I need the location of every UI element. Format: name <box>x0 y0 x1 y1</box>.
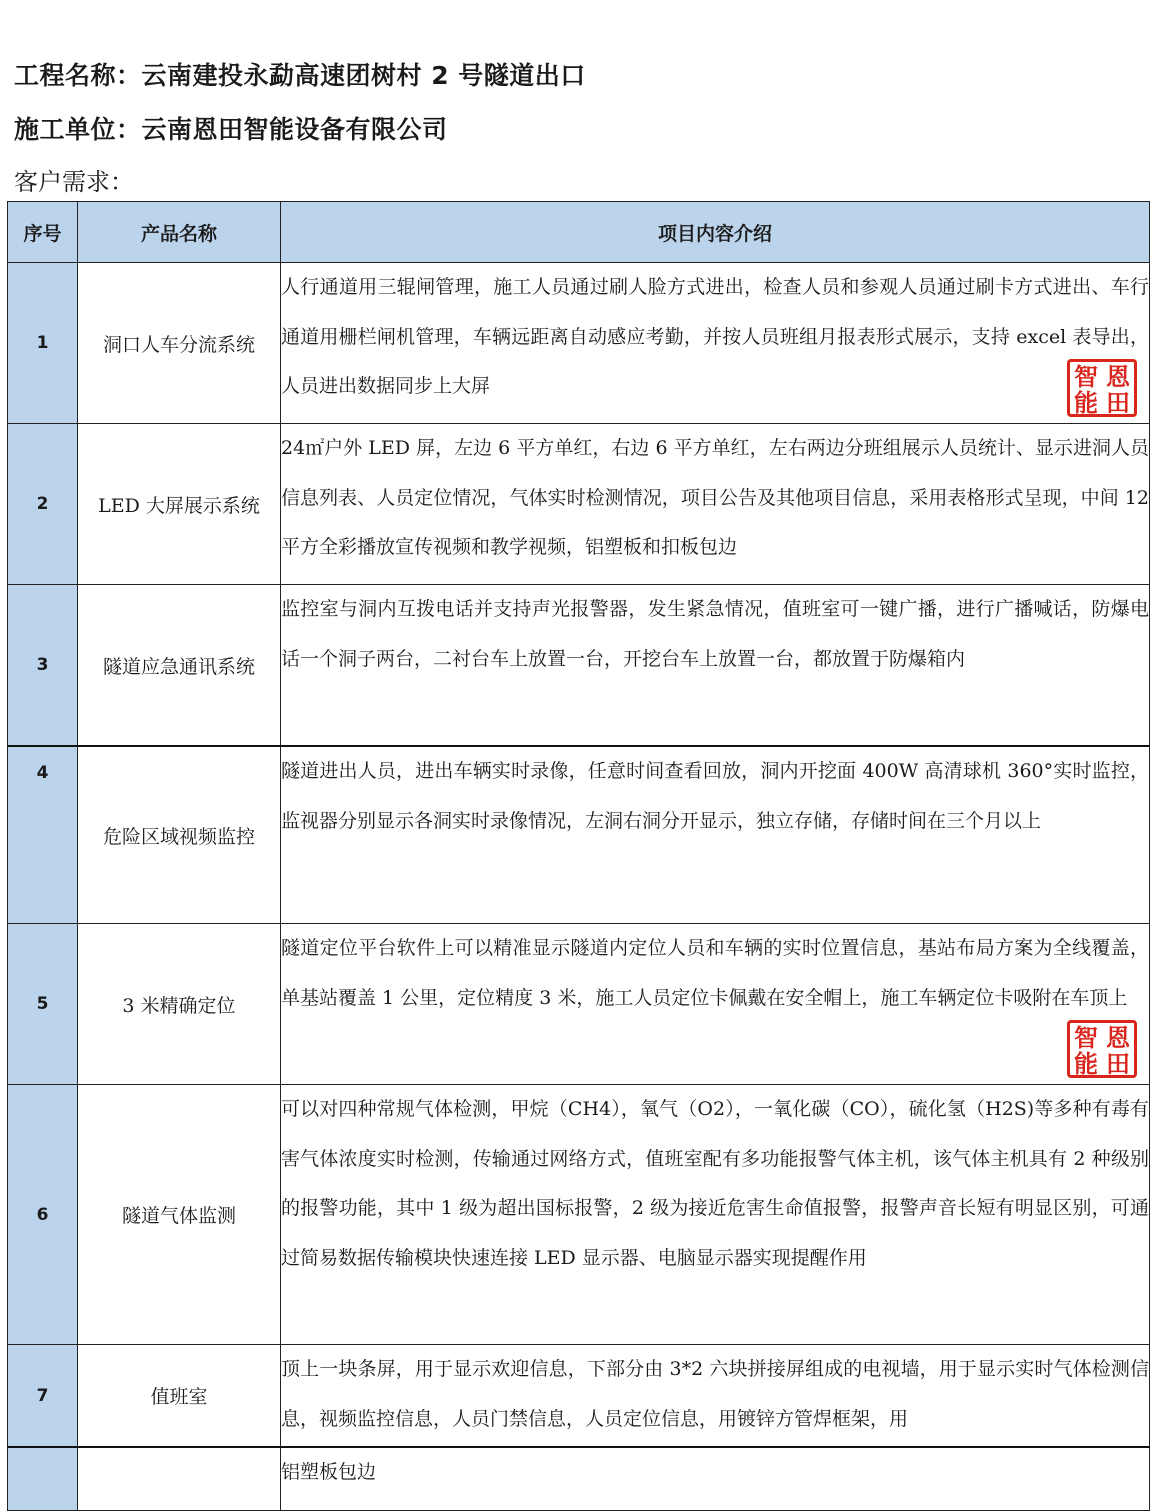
product-name: 3 米精确定位 <box>78 924 281 1085</box>
description-text: 24㎡户外 LED 屏，左边 6 平方单红，右边 6 平方单红，左右两边分班组展示人员统计、显示进洞人员信息列表、人员定位情况，气体实时检测情况，项目公告及其他项目信息，采用表格形式呈现，中间 12 平方全彩播放宣传视频和教学视频，铝塑板和扣板包边 <box>281 437 1149 558</box>
description-text: 铝塑板包边 <box>281 1461 377 1483</box>
row-number: 2 <box>8 424 78 585</box>
table-row <box>8 585 1150 747</box>
description-text: 顶上一块条屏，用于显示欢迎信息，下部分由 3*2 六块拼接屏组成的电视墙，用于显示实时气体检测信息，视频监控信息，人员门禁信息，人员定位信息，用镀锌方管焊框架，用 <box>281 1358 1149 1430</box>
company-seal-logo: 智 恩 能 田 <box>1067 1020 1137 1078</box>
project-description <box>281 1085 1150 1345</box>
row-number: 1 <box>8 263 78 424</box>
product-name: LED 大屏展示系统 <box>78 424 281 585</box>
col-header-description: 项目内容介绍 <box>281 202 1150 263</box>
product-name <box>78 1447 281 1511</box>
product-name: 洞口人车分流系统 <box>78 263 281 424</box>
row-number: 7 <box>8 1345 78 1448</box>
description-text: 隧道定位平台软件上可以精准显示隧道内定位人员和车辆的实时位置信息，基站布局方案为全线覆盖，单基站覆盖 1 公里，定位精度 3 米，施工人员定位卡佩戴在安全帽上，施工车辆定位卡吸附在车顶上 <box>281 937 1149 1009</box>
table-header-row <box>8 202 1150 263</box>
project-name: 工程名称：云南建投永勐高速团树村 2 号隧道出口 <box>14 61 586 90</box>
project-description <box>281 1345 1150 1448</box>
construction-unit: 施工单位：云南恩田智能设备有限公司 <box>14 115 448 144</box>
row-number: 3 <box>8 585 78 747</box>
row-number: 5 <box>8 924 78 1085</box>
row-number: 6 <box>8 1085 78 1345</box>
description-text: 隧道进出人员，进出车辆实时录像，任意时间查看回放，洞内开挖面 400W 高清球机 360°实时监控，监视器分别显示各洞实时录像情况，左洞右洞分开显示，独立存储，存储时间在三个月以上 <box>281 760 1149 832</box>
product-name: 危险区域视频监控 <box>78 746 281 924</box>
project-description <box>281 924 1150 1085</box>
col-header-product: 产品名称 <box>78 202 281 263</box>
table-row <box>8 1345 1150 1448</box>
product-name: 隧道应急通讯系统 <box>78 585 281 747</box>
customer-demand-label: 客户需求： <box>14 168 134 196</box>
table-row <box>8 1085 1150 1345</box>
project-description <box>281 263 1150 424</box>
table-row <box>8 263 1150 424</box>
project-description <box>281 424 1150 585</box>
col-header-number: 序号 <box>8 202 78 263</box>
row-number <box>8 1447 78 1511</box>
description-text: 可以对四种常规气体检测，甲烷（CH4），氧气（O2），一氧化碳（CO），硫化氢（H2S)等多种有毒有害气体浓度实时检测，传输通过网络方式，值班室配有多功能报警气体主机，该气体主机具有 2 种级别的报警功能，其中 1 级为超出国标报警，2 级为接近危害生命值报警，报警声音长短有明显区别，可通过简易数据传输模块快速连接 LED 显示器、电脑显示器实现提醒作用 <box>281 1098 1149 1269</box>
table-row <box>8 1447 1150 1511</box>
project-description <box>281 1447 1150 1511</box>
table-row <box>8 924 1150 1085</box>
row-number: 4 <box>8 746 78 924</box>
table-row <box>8 424 1150 585</box>
table-row <box>8 746 1150 924</box>
project-description <box>281 585 1150 747</box>
description-text: 人行通道用三辊闸管理，施工人员通过刷人脸方式进出，检查人员和参观人员通过刷卡方式进出、车行通道用栅栏闸机管理，车辆远距离自动感应考勤，并按人员班组月报表形式展示，支持 excel 表导出，人员进出数据同步上大屏 <box>281 276 1149 397</box>
description-text: 监控室与洞内互拨电话并支持声光报警器，发生紧急情况，值班室可一键广播，进行广播喊话，防爆电话一个洞子两台，二衬台车上放置一台，开挖台车上放置一台，都放置于防爆箱内 <box>281 598 1149 670</box>
project-description <box>281 746 1150 924</box>
product-name: 值班室 <box>78 1345 281 1448</box>
requirements-table <box>7 201 1150 1511</box>
product-name: 隧道气体监测 <box>78 1085 281 1345</box>
company-seal-logo: 智 恩 能 田 <box>1067 359 1137 417</box>
